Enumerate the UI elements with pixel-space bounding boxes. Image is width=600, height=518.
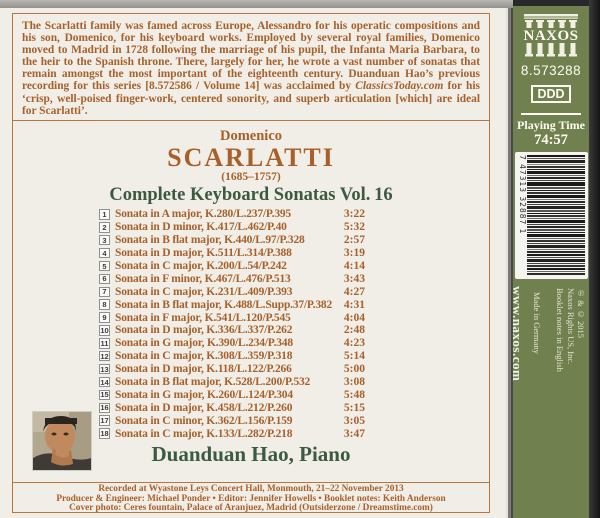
track-row <box>99 363 365 376</box>
track-duration: 5:32 <box>343 221 365 234</box>
track-duration: 4:27 <box>343 285 365 298</box>
made-in-text: Made in Germany <box>532 292 542 354</box>
track-number-box: 14 <box>100 377 109 387</box>
track-row <box>99 311 365 324</box>
track-row <box>99 247 365 260</box>
track-row <box>99 324 365 337</box>
credit-line: Cover photo: Ceres fountain, Palace of Aranjuez, Madrid (Outsiderzone / Dreamstime.com) <box>69 503 433 514</box>
artist-name: Duanduan Hao, Piano <box>151 442 351 467</box>
spine-panel <box>510 6 589 518</box>
track-row <box>99 208 365 221</box>
track-row <box>99 388 365 401</box>
track-duration: 3:47 <box>343 427 365 440</box>
recording-format-wrap <box>513 85 589 103</box>
barcode-number: 7 47313 32887 1 <box>518 155 527 235</box>
jewel-case-right-edge <box>589 0 600 518</box>
track-title: Sonata in C major, K.231/L.409/P.393 <box>115 285 293 298</box>
album-title: Complete Keyboard Sonatas Vol. 16 <box>109 185 393 205</box>
track-row <box>99 260 365 273</box>
track-title: Sonata in F major, K.541/L.120/P.545 <box>115 311 291 324</box>
track-number-box: 11 <box>100 338 109 348</box>
track-duration: 3:43 <box>343 272 365 285</box>
back-cover-card <box>0 8 506 518</box>
track-title: Sonata in A major, K.280/L.237/P.395 <box>115 208 291 221</box>
track-title: Sonata in C minor, K.362/L.156/P.159 <box>115 414 293 427</box>
track-duration: 4:23 <box>343 337 365 350</box>
track-number-box: 2 <box>99 222 110 233</box>
track-title: Sonata in C major, K.133/L.282/P.218 <box>115 427 293 440</box>
composer-first-name: Domenico <box>219 128 282 144</box>
naxos-logo <box>521 14 581 58</box>
track-duration: 5:00 <box>343 363 365 376</box>
barcode-bars-art <box>527 155 585 276</box>
recording-format-badge: DDD <box>531 85 570 103</box>
credit-line: Producer & Engineer: Michael Ponder • Editor: Jennifer Howells • Booklet notes: Keith Anderson <box>56 493 446 504</box>
track-duration: 5:15 <box>343 401 365 414</box>
composer-dates: (1685–1757) <box>221 171 281 183</box>
credits-section <box>13 482 489 512</box>
artist-photo-art <box>33 412 91 470</box>
track-number-box: 16 <box>100 403 109 413</box>
spine-divider <box>521 113 581 115</box>
track-title: Sonata in B flat major, K.440/L.97/P.328 <box>115 234 305 247</box>
barcode-bars <box>527 155 586 276</box>
liner-notes-italic: ClassicsToday.com <box>355 80 444 93</box>
liner-notes-text <box>22 20 480 117</box>
track-number-box: 7 <box>99 287 110 298</box>
track-row <box>99 414 365 427</box>
rights-text: Naxos Rights US, Inc. <box>566 288 576 365</box>
track-list <box>99 208 365 440</box>
naxos-logo-art <box>521 14 581 58</box>
track-duration: 5:48 <box>343 388 365 401</box>
catalog-number: 8.573288 <box>520 63 582 78</box>
track-row <box>99 234 365 247</box>
track-number-box: 13 <box>100 364 109 374</box>
track-title: Sonata in C major, K.308/L.359/P.318 <box>115 350 293 363</box>
track-row <box>99 337 365 350</box>
track-title: Sonata in D major, K.458/L.212/P.260 <box>115 401 293 414</box>
track-row <box>99 298 365 311</box>
track-number-box: 17 <box>100 416 109 426</box>
booklet-notes-text: Booklet notes in English <box>555 288 565 372</box>
track-number-box: 6 <box>99 274 110 285</box>
track-number-box: 9 <box>99 312 110 323</box>
track-duration: 4:31 <box>343 298 365 311</box>
track-duration: 5:14 <box>343 350 365 363</box>
track-title: Sonata in D minor, K.417/L.462/P.40 <box>115 221 287 234</box>
liner-notes-pre: The Scarlatti family was famed across Europe, Alessandro for his operatic compositions and his son, Domenico, for his keyboard works. Employed by several royal families, Domenico moved to Madrid in 1728 following the marriage of his pupil, the Infanta Maria Barbara, to the heir to the Spanish throne. There, largely for her, he wrote a vast number of sonatas that remain amongst the most important of the eighteenth century. Duanduan Hao’s previous recording for this series [8.572586 / Volume 14] was acclaimed by <box>22 20 480 93</box>
liner-notes-post: for his ‘crisp, well-poised finger-work, centered sonority, and superb articulation [which] are ideal for Scarlatti’. <box>22 80 480 117</box>
track-row <box>99 376 365 389</box>
credit-line: Recorded at Wyastone Leys Concert Hall, Monmouth, 21–22 November 2013 <box>98 484 404 494</box>
track-number-box: 8 <box>99 299 110 310</box>
cover-frame <box>12 13 490 513</box>
track-title: Sonata in G major, K.260/L.124/P.304 <box>115 388 293 401</box>
track-duration: 3:08 <box>343 376 365 389</box>
track-row <box>99 401 365 414</box>
naxos-website-text: www.naxos.com <box>510 286 525 382</box>
track-title: Sonata in D major, K.336/L.337/P.262 <box>115 324 293 337</box>
track-number-box: 18 <box>100 429 109 439</box>
main-section <box>13 121 489 482</box>
track-row <box>99 350 365 363</box>
artist-photo <box>33 412 91 470</box>
track-number-box: 12 <box>100 351 109 361</box>
track-duration: 2:57 <box>343 234 365 247</box>
track-row <box>99 221 365 234</box>
track-duration: 4:04 <box>343 311 365 324</box>
track-title: Sonata in C major, K.200/L.54/P.242 <box>115 260 287 272</box>
track-title: Sonata in D major, K.118/L.122/P.266 <box>115 363 292 376</box>
playing-time-value: 74:57 <box>534 132 568 148</box>
track-duration: 3:05 <box>343 414 365 427</box>
track-number-box: 4 <box>99 248 110 259</box>
playing-time-label: Playing Time <box>517 118 585 132</box>
copyright-text: ℗ & © 2015 <box>576 288 586 338</box>
track-number-box: 10 <box>100 325 109 335</box>
naxos-wordmark: NAXOS <box>523 28 579 44</box>
track-row <box>99 285 365 298</box>
track-duration: 4:14 <box>343 260 365 272</box>
track-row <box>99 272 365 285</box>
track-number-box: 5 <box>99 261 110 272</box>
track-duration: 3:22 <box>343 208 365 221</box>
track-row <box>99 427 365 440</box>
track-number-box: 3 <box>99 235 110 246</box>
composer-last-name: SCARLATTI <box>167 143 335 172</box>
track-title: Sonata in G major, K.390/L.234/P.348 <box>115 337 293 350</box>
track-duration: 3:19 <box>343 247 365 260</box>
track-title: Sonata in D major, K.511/L.314/P.388 <box>115 247 292 260</box>
track-duration: 2:48 <box>343 324 365 337</box>
track-title: Sonata in B flat major, K.488/L.Supp.37/P.382 <box>115 298 333 311</box>
track-number-box: 1 <box>99 209 110 220</box>
track-title: Sonata in F minor, K.467/L.476/P.513 <box>115 272 291 285</box>
liner-notes-section <box>13 14 489 121</box>
track-title: Sonata in B flat major, K.528/L.200/P.532 <box>115 376 311 389</box>
track-number-box: 15 <box>100 390 109 400</box>
barcode <box>515 152 588 279</box>
